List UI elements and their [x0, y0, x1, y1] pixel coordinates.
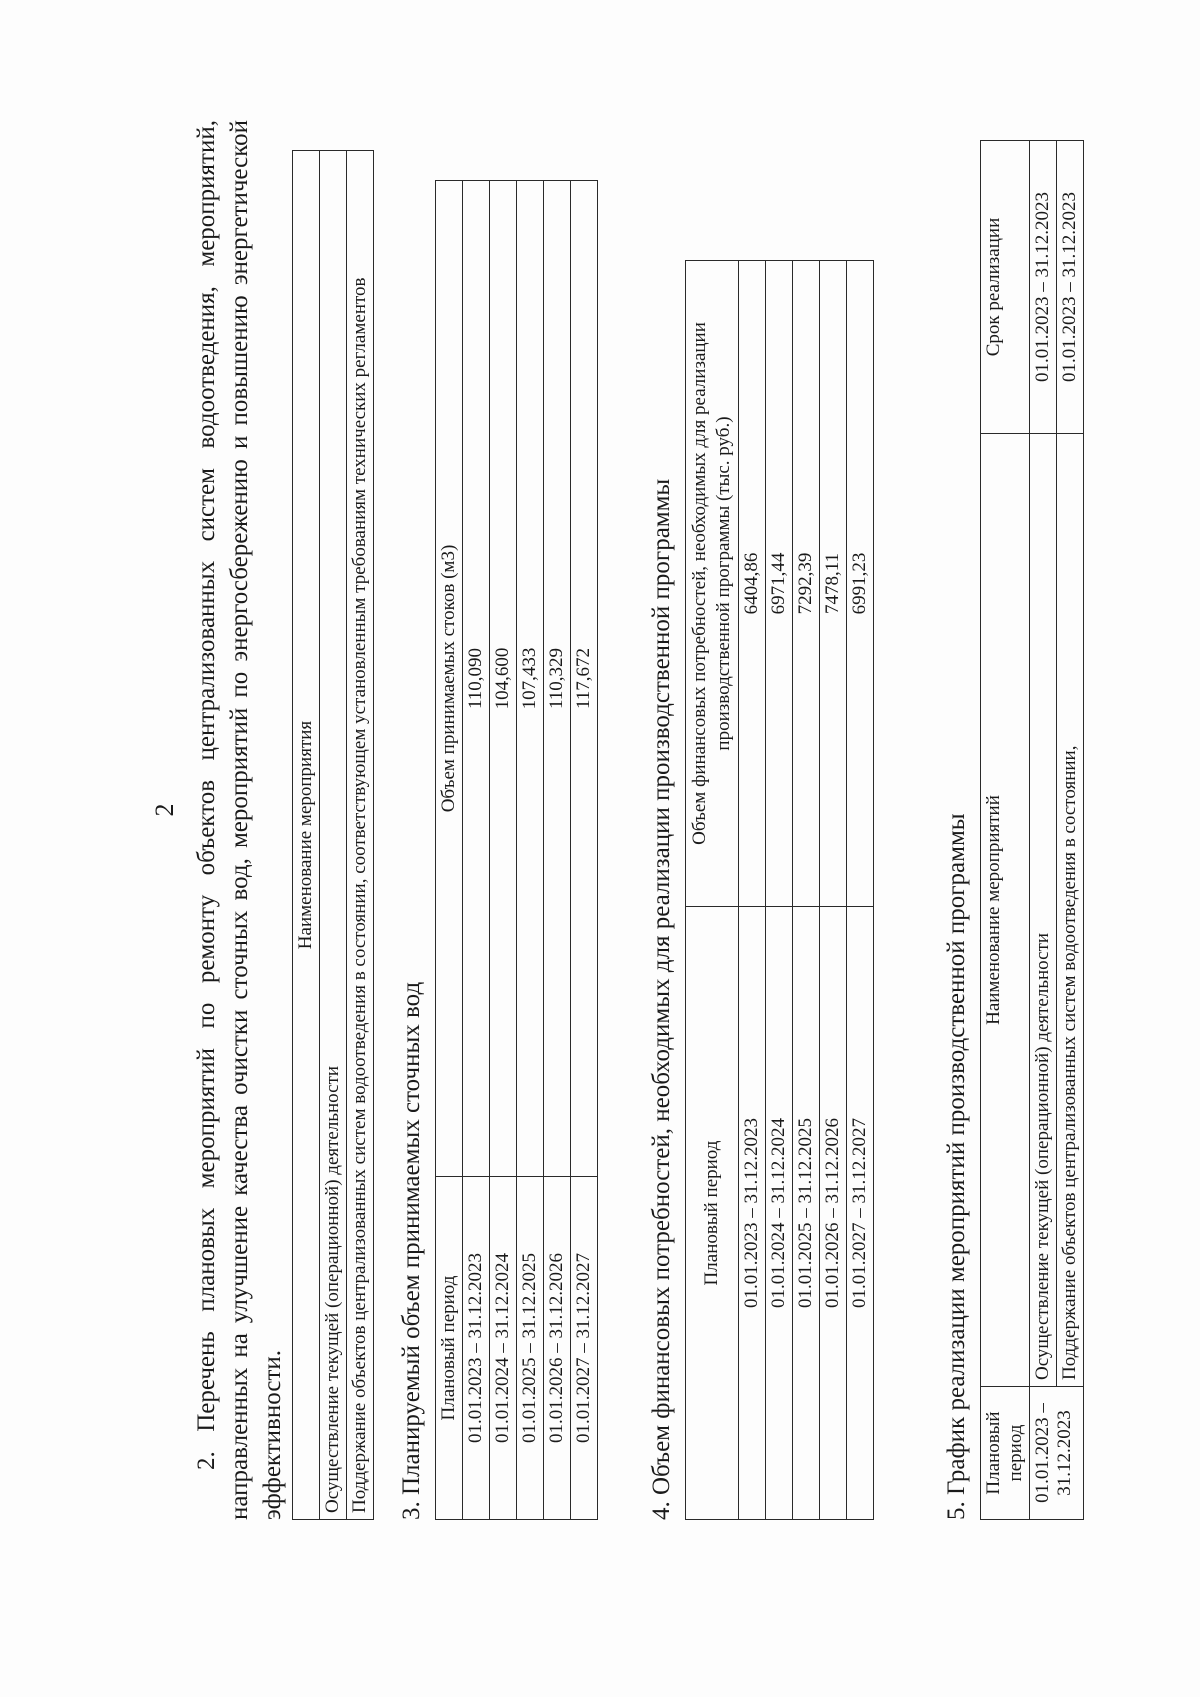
- table-row: [463, 181, 490, 1520]
- period-cell: 01.01.2023 – 31.12.2023: [739, 907, 766, 1520]
- period-cell: 01.01.2026 – 31.12.2026: [544, 1177, 571, 1520]
- table-row: [1057, 141, 1084, 1520]
- period-cell: 01.01.2026 – 31.12.2026: [820, 907, 847, 1520]
- table-row: [320, 151, 347, 1520]
- financial-cell: 7292,39: [793, 261, 820, 907]
- financial-cell: 6991,23: [847, 261, 874, 907]
- measure-cell: Осуществление текущей (операционной) деятельности: [1030, 434, 1057, 1387]
- table-row: [793, 261, 820, 1520]
- measure-cell: Поддержание объектов централизованных систем водоотведения в состоянии,: [1057, 434, 1084, 1387]
- section4-title: 4. Объем финансовых потребностей, необходимых для реализации производственной программы: [648, 478, 675, 1520]
- financial-header: Объем финансовых потребностей, необходимых для реализации производственной программы (тыс. руб.): [686, 261, 739, 907]
- table-header-row: [293, 151, 320, 1520]
- volume-cell: 104,600: [490, 181, 517, 1177]
- period-cell: 01.01.2023 – 31.12.2023: [1030, 1387, 1084, 1520]
- measures-header: Наименование мероприятий: [981, 434, 1030, 1387]
- table-row: [490, 181, 517, 1520]
- term-cell: 01.01.2023 – 31.12.2023: [1030, 141, 1057, 434]
- table-row: [847, 261, 874, 1520]
- period-cell: 01.01.2023 – 31.12.2023: [463, 1177, 490, 1520]
- table-row: [739, 261, 766, 1520]
- table-row: [766, 261, 793, 1520]
- table-header-row: [436, 181, 463, 1520]
- rotated-page: [150, 70, 1100, 1550]
- period-cell: 01.01.2024 – 31.12.2024: [766, 907, 793, 1520]
- period-cell: 01.01.2025 – 31.12.2025: [517, 1177, 544, 1520]
- table-row: [571, 181, 598, 1520]
- section5-title: 5. График реализации мероприятий производственной программы: [943, 813, 970, 1520]
- measure-name-header: Наименование мероприятия: [293, 151, 320, 1520]
- table-row: [544, 181, 571, 1520]
- volume-cell: 107,433: [517, 181, 544, 1177]
- section2-intro: 2. Перечень плановых мероприятий по ремонту объектов централизованных систем водоотведения, мероприятий, направленных на улучшение качества очистки сточных вод, мероприятий по энергосбережению и повышению энергетической эффективности.: [193, 120, 286, 1520]
- table-row: [820, 261, 847, 1520]
- schedule-table: [980, 140, 1084, 1520]
- measures-table: [292, 150, 374, 1520]
- table-header-row: [686, 261, 739, 1520]
- term-cell: 01.01.2023 – 31.12.2023: [1057, 141, 1084, 434]
- period-header: Плановый период: [686, 907, 739, 1520]
- measure-cell: Поддержание объектов централизованных систем водоотведения в состоянии, соответствующем установленным требованиям технических регламентов: [347, 151, 374, 1520]
- volume-cell: 117,672: [571, 181, 598, 1177]
- term-header: Срок реализации: [981, 141, 1030, 434]
- table-row: [517, 181, 544, 1520]
- period-cell: 01.01.2024 – 31.12.2024: [490, 1177, 517, 1520]
- financial-needs-table: [685, 260, 874, 1520]
- period-header: Плановый период: [981, 1387, 1030, 1520]
- financial-cell: 7478,11: [820, 261, 847, 907]
- table-header-row: [981, 141, 1030, 1520]
- measure-cell: Осуществление текущей (операционной) деятельности: [320, 151, 347, 1520]
- page-number: 2: [150, 803, 179, 817]
- period-header: Плановый период: [436, 1177, 463, 1520]
- volume-header: Объем принимаемых стоков (м3): [436, 181, 463, 1177]
- section3-title: 3. Планируемый объем принимаемых сточных вод: [398, 981, 425, 1520]
- financial-cell: 6404,86: [739, 261, 766, 907]
- volume-cell: 110,329: [544, 181, 571, 1177]
- period-cell: 01.01.2027 – 31.12.2027: [571, 1177, 598, 1520]
- table-row: [347, 151, 374, 1520]
- table-row: [1030, 141, 1057, 1520]
- period-cell: 01.01.2025 – 31.12.2025: [793, 907, 820, 1520]
- period-cell: 01.01.2027 – 31.12.2027: [847, 907, 874, 1520]
- wastewater-volume-table: [435, 180, 598, 1520]
- volume-cell: 110,090: [463, 181, 490, 1177]
- financial-cell: 6971,44: [766, 261, 793, 907]
